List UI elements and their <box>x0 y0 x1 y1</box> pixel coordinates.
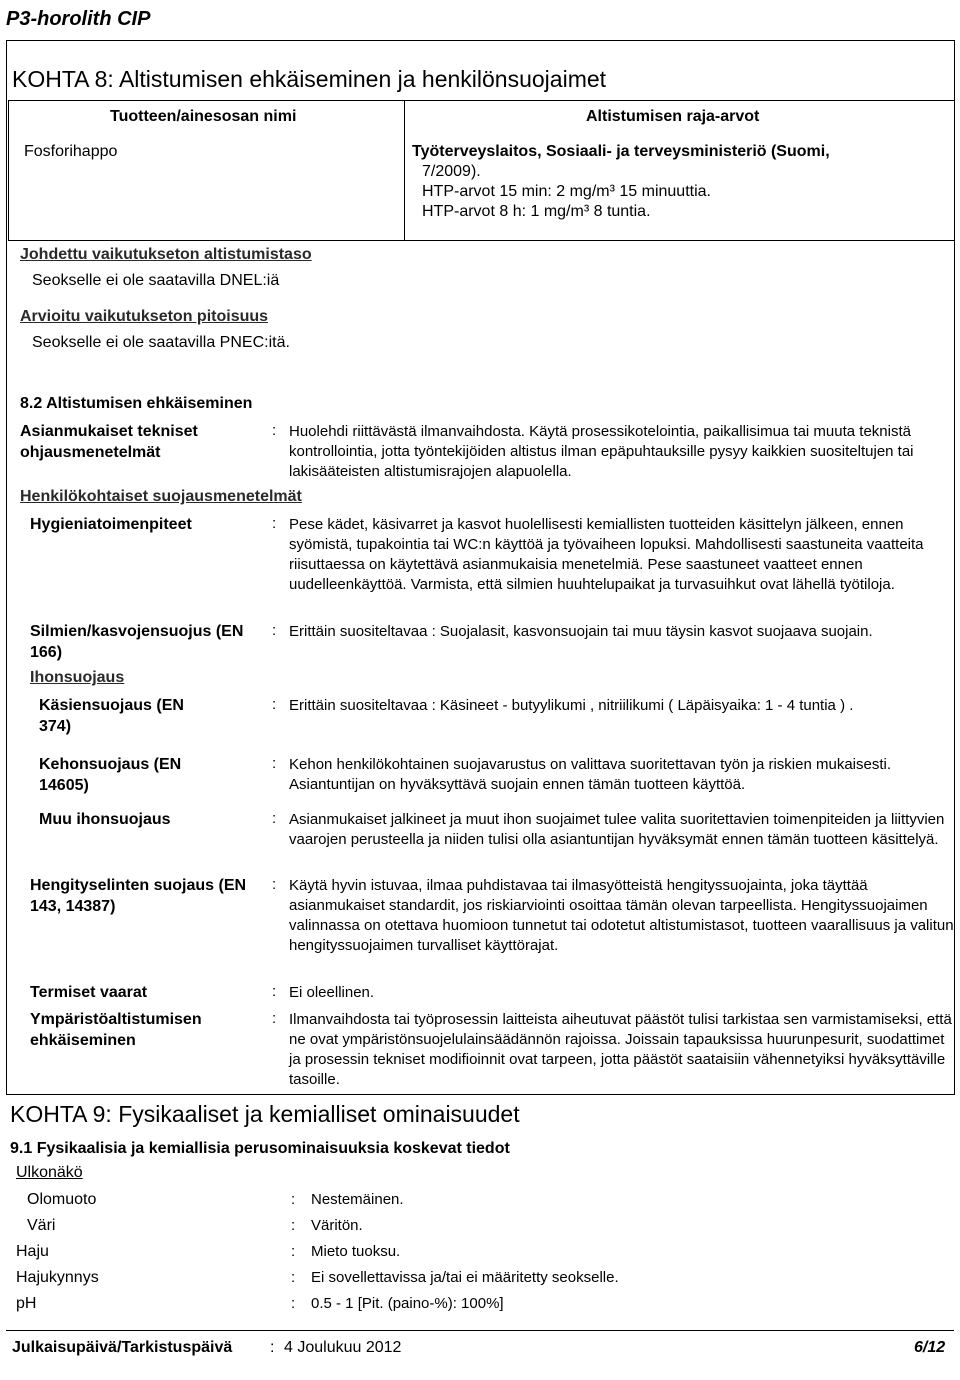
subsection-9-1-title: 9.1 Fysikaalisia ja kemiallisia perusominaisuuksia koskevat tiedot <box>10 1140 510 1157</box>
table-column-divider <box>404 100 405 240</box>
hand-protection-label: Käsiensuojaus (EN 374) <box>39 697 184 735</box>
table-header-limits: Altistumisen raja-arvot <box>586 108 760 125</box>
section8-heading-box <box>6 40 955 58</box>
respiratory-protection-value: Käytä hyvin istuvaa, ilmaa puhdistavaa tai ilmasyötteistä hengityssuojainta, joka täyttää asianmukaiset standardit, jos riskiarviointi osoittaa tämän olevan tarpeellista. Hengityssuojaimen valinnassa on otettava huomioon tunnetut tai odotetut altistumistasot, tuotteen vaarallisuus ja valitun hengityssuojaimen turvalliset käyttörajat. <box>289 877 954 954</box>
section9-heading: KOHTA 9: Fysikaaliset ja kemialliset ominaisuudet <box>10 1101 520 1127</box>
thermal-hazards-value: Ei oleellinen. <box>289 984 375 1001</box>
dnel-text: Seokselle ei ole saatavilla DNEL:iä <box>32 272 280 289</box>
separator: : <box>272 810 277 827</box>
separator: : <box>272 876 277 893</box>
separator: : <box>272 515 277 532</box>
footer-date: 4 Joulukuu 2012 <box>284 1339 402 1356</box>
footer-separator: : <box>270 1339 275 1356</box>
separator: : <box>272 755 277 772</box>
engineering-controls-label: Asianmukaiset tekniset ohjausmenetelmät <box>20 423 198 461</box>
section8-heading: KOHTA 8: Altistumisen ehkäiseminen ja henkilönsuojaimet <box>12 66 607 92</box>
page-number: 6/12 <box>914 1339 946 1356</box>
body-protection-label: Kehonsuojaus (EN 14605) <box>39 756 182 794</box>
eye-protection-label: Silmien/kasvojensuojus (EN 166) <box>30 623 244 661</box>
thermal-hazards-label: Termiset vaarat <box>30 984 148 1001</box>
subsection-8-2-title: 8.2 Altistumisen ehkäiseminen <box>20 395 253 412</box>
hand-protection-value: Erittäin suositeltavaa : Käsineet - butyylikumi , nitriilikumi ( Läpäisyaika: 1 - 4 tuntia ) . <box>289 697 854 714</box>
body-protection-value: Kehon henkilökohtainen suojavarustus on valittava suoritettavan työn ja riskien mukaisesti. Asiantuntijan on hyväksyttävä suojain ennen tämän tuotteen käyttöä. <box>289 756 892 793</box>
personal-protection-title: Henkilökohtaiset suojausmenetelmät <box>20 488 302 505</box>
skin-protection-title: Ihonsuojaus <box>30 669 125 686</box>
table-header-product-name: Tuotteen/ainesosan nimi <box>110 108 297 125</box>
eye-protection-value: Erittäin suositeltavaa : Suojalasit, kasvonsuojain tai muu täysin kasvot suojaava suojain. <box>289 623 873 640</box>
separator: : <box>272 422 277 439</box>
hygiene-label: Hygieniatoimenpiteet <box>30 516 192 533</box>
appearance-title: Ulkonäkö <box>16 1164 83 1181</box>
pnec-title: Arvioitu vaikutukseton pitoisuus <box>20 308 269 325</box>
other-skin-protection-label: Muu ihonsuojaus <box>39 811 171 828</box>
separator: : <box>272 1010 277 1027</box>
separator: : <box>272 696 277 713</box>
environmental-exposure-value: Ilmanvaihdosta tai työprosessin laitteista aiheutuvat päästöt tulisi tarkistaa sen varmistamiseksi, että ne ovat ympäristönsuojelulainsäädännön rajoissa. Joissain tapauksissa huurunpesurit, suodattimet ja prosessin tekniset modifioinnit ovat tarpeen, jotta päästöt saataisiin vähennetyiksi hyväksyttäville tasoille. <box>289 1011 952 1088</box>
pnec-text: Seokselle ei ole saatavilla PNEC:itä. <box>32 334 290 351</box>
footer-divider <box>6 1330 954 1331</box>
hygiene-value: Pese kädet, käsivarret ja kasvot huolellisesti kemiallisten tuotteiden käsittelyn jälkeen, ennen syömistä, tupakointia tai WC:n käyttöä ja työvaiheen lopuksi. Mahdollisesti saastuneita vaatteita riisuttaessa on käytettävä asianmukaisia menetelmiä. Pese saastuneet vaatteet ennen uudelleenkäyttöä. Varmista, että silmien huuhtelupaikat ja turvasuihkut ovat lähellä työtiloja. <box>289 516 924 593</box>
other-skin-protection-value: Asianmukaiset jalkineet ja muut ihon suojaimet tulee valita suoritettavien toimenpiteiden ja liittyvien vaarojen perusteella ja niiden tulisi olla asiantuntijan hyväksymät ennen tämän tuotteen käsittelyä. <box>289 811 945 848</box>
separator: : <box>272 983 277 1000</box>
respiratory-protection-label: Hengityselinten suojaus (EN 143, 14387) <box>30 877 247 915</box>
environmental-exposure-label: Ympäristöaltistumisen ehkäiseminen <box>30 1011 202 1049</box>
footer-date-label: Julkaisupäivä/Tarkistuspäivä <box>12 1339 233 1356</box>
dnel-title: Johdettu vaikutukseton altistumistaso <box>20 246 312 263</box>
table-row-name: Fosforihappo <box>24 143 118 160</box>
engineering-controls-value: Huolehdi riittävästä ilmanvaihdosta. Käytä prosessikotelointia, paikallisimua tai muuta teknistä kontrollointia, jotta työntekijöiden altistus ilman epäpuhtauksille pysyy kaikkien suositeltujen tai lakisääteisten altistumisrajojen alapuolella. <box>289 423 914 480</box>
document-title: P3-horolith CIP <box>6 8 151 30</box>
separator: : <box>272 622 277 639</box>
